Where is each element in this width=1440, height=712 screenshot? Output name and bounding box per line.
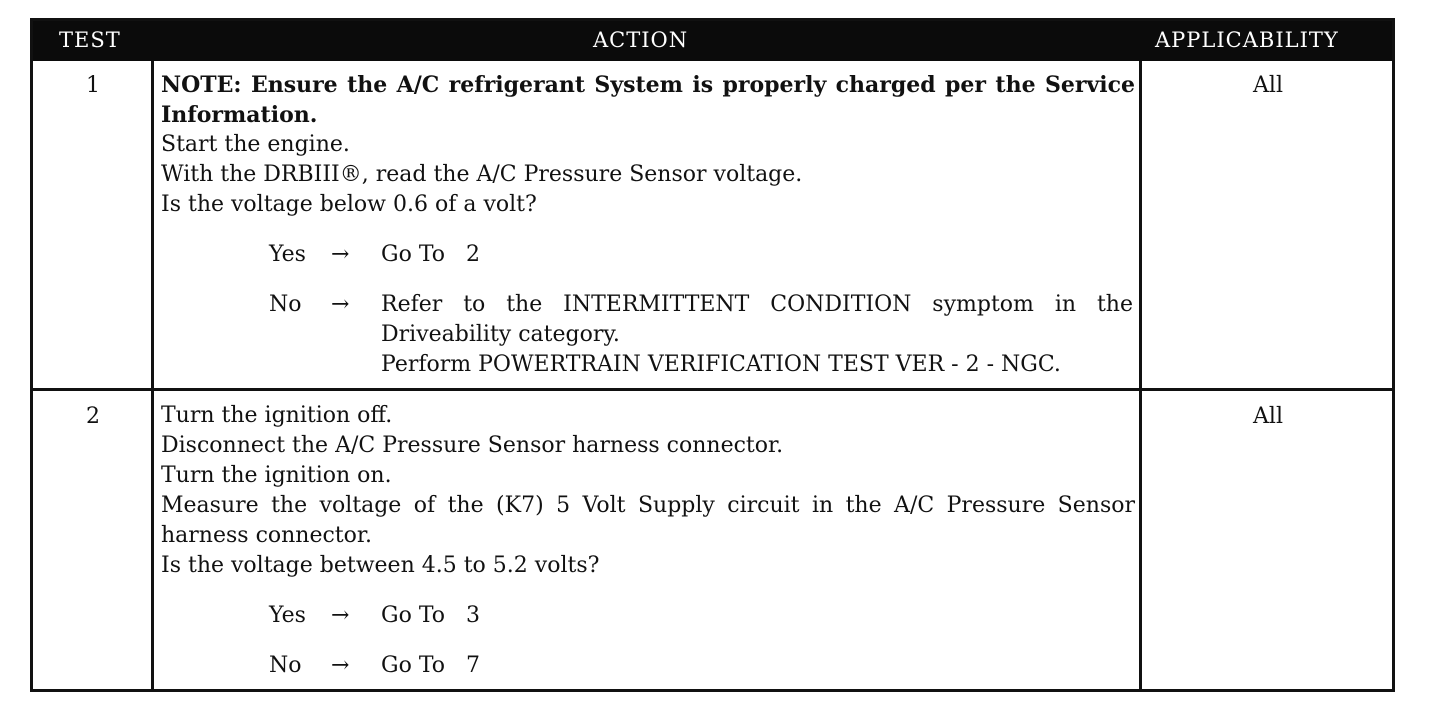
no-outcome	[269, 651, 1135, 681]
table-header	[33, 21, 1392, 61]
right-arrow-icon: →	[331, 292, 350, 317]
refer-text: Refer to the INTERMITTENT CONDITION symptom in the Driveability category.	[381, 292, 1133, 347]
header-applicability: APPLICABILITY	[1155, 28, 1339, 52]
no-outcome-text	[381, 290, 1133, 380]
no-label: No	[269, 653, 302, 678]
no-outcome	[269, 290, 1135, 380]
action-cell	[161, 70, 1135, 380]
action-line: Turn the ignition off.	[161, 403, 393, 428]
note-text: NOTE: Ensure the A/C refrigerant System is properly charged per the Service Information.	[161, 72, 1135, 128]
applicability-cell: All	[1253, 404, 1283, 429]
yes-label: Yes	[269, 242, 306, 267]
goto-text: Go To 3	[381, 603, 480, 628]
action-line: With the DRBIII®, read the A/C Pressure Sensor voltage.	[161, 162, 803, 187]
diagnostic-test-table	[30, 18, 1395, 692]
right-arrow-icon: →	[331, 603, 350, 628]
header-test: TEST	[59, 28, 121, 52]
right-arrow-icon: →	[331, 242, 350, 267]
question-line: Is the voltage between 4.5 to 5.2 volts?	[161, 553, 600, 578]
goto-text: Go To 7	[381, 653, 480, 678]
column-divider	[1139, 61, 1142, 689]
action-cell	[161, 401, 1135, 681]
test-number: 2	[86, 404, 100, 429]
row-divider	[33, 388, 1392, 391]
perform-text: Perform POWERTRAIN VERIFICATION TEST VER - 2 - NGC.	[381, 352, 1061, 377]
action-line: Turn the ignition on.	[161, 463, 392, 488]
no-label: No	[269, 292, 302, 317]
action-line: Start the engine.	[161, 132, 350, 157]
yes-outcome	[269, 240, 1135, 270]
action-line: Disconnect the A/C Pressure Sensor harness connector.	[161, 433, 784, 458]
column-divider	[151, 61, 154, 689]
goto-text: Go To 2	[381, 242, 480, 267]
header-action: ACTION	[593, 28, 689, 52]
applicability-cell: All	[1253, 73, 1283, 98]
right-arrow-icon: →	[331, 653, 350, 678]
yes-label: Yes	[269, 603, 306, 628]
yes-outcome	[269, 601, 1135, 631]
action-line: Measure the voltage of the (K7) 5 Volt Supply circuit in the A/C Pressure Sensor harness connector.	[161, 493, 1135, 548]
test-number: 1	[86, 73, 100, 98]
question-line: Is the voltage below 0.6 of a volt?	[161, 192, 537, 217]
